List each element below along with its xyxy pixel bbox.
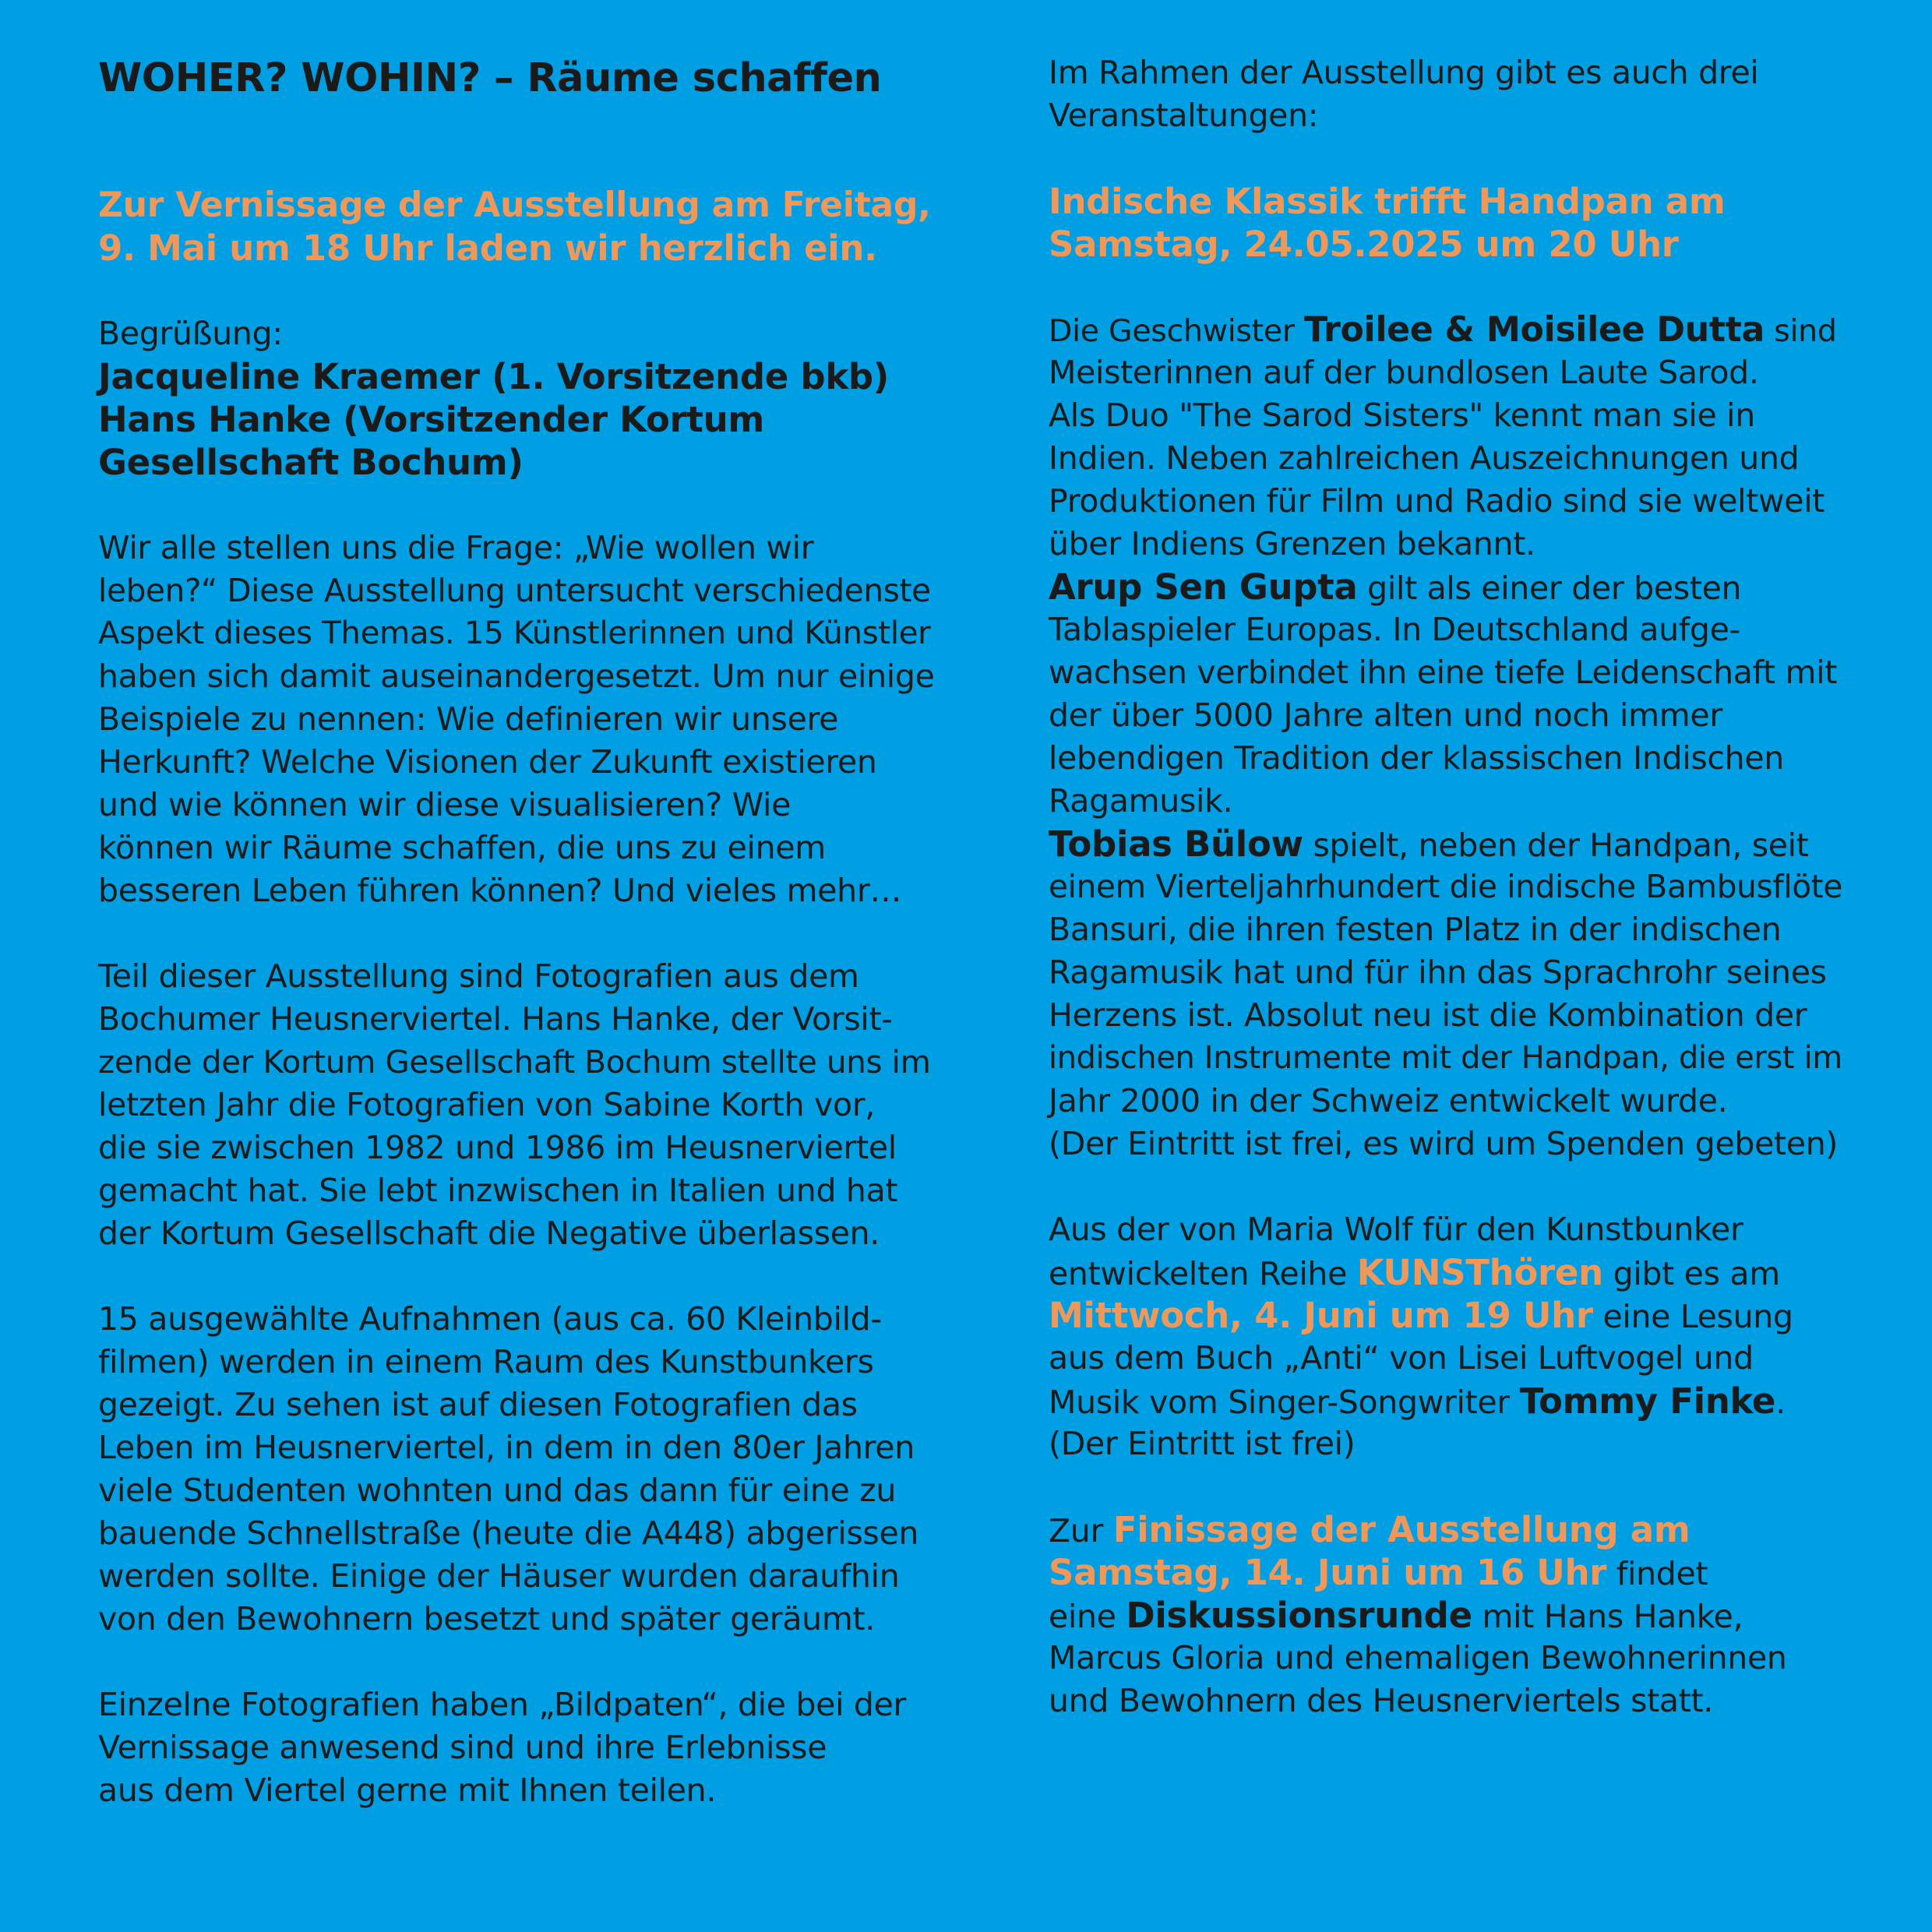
text-line: Vernissage anwesend sind und ihre Erlebnisse xyxy=(98,1729,827,1766)
text-line: filmen) werden in einem Raum des Kunstbunkers xyxy=(98,1343,874,1380)
text-line xyxy=(1049,308,1851,351)
sponsors-paragraph xyxy=(98,1683,940,1812)
right-column xyxy=(1049,51,1851,1722)
text-segment: Musik vom Singer-Songwriter xyxy=(1049,1384,1520,1421)
event-title: Finissage der Ausstellung am xyxy=(1112,1509,1690,1550)
event-date: Mittwoch, 4. Juni um 19 Uhr xyxy=(1049,1295,1593,1336)
text-line: Indien. Neben zahlreichen Auszeichnungen und xyxy=(1049,439,1800,477)
performer-name: Tobias Bülow xyxy=(1049,823,1303,865)
text-line: werden sollte. Einige der Häuser wurden daraufhin xyxy=(98,1557,900,1595)
text-line: Teil dieser Ausstellung sind Fotografien aus dem xyxy=(98,957,859,995)
vernissage-announcement xyxy=(98,184,940,270)
text-line: Aus der von Maria Wolf für den Kunstbunker xyxy=(1049,1211,1743,1248)
text-line: Ragamusik. xyxy=(1049,782,1233,820)
text-line: (Der Eintritt ist frei, es wird um Spenden gebeten) xyxy=(1049,1125,1839,1162)
events-intro xyxy=(1049,51,1851,137)
text-line: und Bewohnern des Heusnerviertels statt. xyxy=(1049,1682,1714,1719)
text-segment: sind xyxy=(1764,313,1837,349)
event2-description xyxy=(1049,1208,1851,1465)
text-line: der Kortum Gesellschaft die Negative überlassen. xyxy=(98,1215,880,1252)
text-line: lebendigen Tradition der klassischen Indischen xyxy=(1049,739,1784,777)
text-segment: Die Geschwister xyxy=(1049,313,1305,349)
speaker-line: Gesellschaft Bochum) xyxy=(98,442,524,483)
text-line: Einzelne Fotografien haben „Bildpaten“, die bei der xyxy=(98,1686,907,1723)
greeting-label: Begrüßung: xyxy=(98,315,283,352)
text-segment: eine xyxy=(1049,1598,1126,1635)
text-line: haben sich damit auseinandergesetzt. Um nur einige xyxy=(98,658,935,695)
vernissage-line: Zur Vernissage der Ausstellung am Freitag, xyxy=(98,185,931,225)
text-line: über Indiens Grenzen bekannt. xyxy=(1049,525,1535,562)
text-line: besseren Leben führen können? Und vieles mehr… xyxy=(98,872,902,909)
text-segment: gilt als einer der besten xyxy=(1357,569,1742,607)
event-date: Samstag, 14. Juni um 16 Uhr xyxy=(1049,1552,1607,1593)
text-line: einem Vierteljahrhundert die indische Bambusflöte xyxy=(1049,868,1843,905)
text-line: gemacht hat. Sie lebt inzwischen in Italien und hat xyxy=(98,1172,898,1209)
text-line xyxy=(1049,1294,1851,1337)
text-line: Jahr 2000 in der Schweiz entwickelt wurde. xyxy=(1049,1082,1728,1119)
series-name: KUNSThören xyxy=(1356,1252,1603,1293)
text-line xyxy=(1049,823,1851,866)
text-line: bauende Schnellstraße (heute die A448) abgerissen xyxy=(98,1514,919,1552)
performer-name: Arup Sen Gupta xyxy=(1049,566,1358,608)
text-line: Produktionen für Film und Radio sind sie weltweit xyxy=(1049,482,1825,520)
selection-paragraph xyxy=(98,1298,940,1641)
text-segment: . xyxy=(1775,1384,1786,1421)
text-line xyxy=(1049,1380,1851,1423)
text-line xyxy=(1049,1508,1851,1551)
text-line: von den Bewohnern besetzt und später geräumt. xyxy=(98,1600,875,1638)
text-segment: gibt es am xyxy=(1602,1255,1780,1292)
text-line: aus dem Buch „Anti“ von Lisei Luftvogel und xyxy=(1049,1339,1754,1377)
text-segment: findet xyxy=(1606,1555,1708,1592)
text-line: Als Duo "The Sarod Sisters" kennt man sie in xyxy=(1049,397,1755,434)
text-line: Wir alle stellen uns die Frage: „Wie wollen wir xyxy=(98,529,814,566)
text-line: Tablaspieler Europas. In Deutschland aufge- xyxy=(1049,611,1741,648)
event-heading-line: Samstag, 24.05.2025 um 20 Uhr xyxy=(1049,224,1679,265)
text-line: aus dem Viertel gerne mit Ihnen teilen. xyxy=(98,1772,717,1809)
performer-name: Tommy Finke xyxy=(1519,1380,1776,1422)
speaker-line: Hans Hanke (Vorsitzender Kortum xyxy=(98,399,764,440)
text-line xyxy=(1049,1251,1851,1294)
text-line: Veranstaltungen: xyxy=(1049,97,1319,134)
text-line xyxy=(1049,566,1851,608)
text-line: und wie können wir diese visualisieren? Wie xyxy=(98,786,791,823)
event1-heading xyxy=(1049,180,1851,266)
text-segment: entwickelten Reihe xyxy=(1049,1255,1357,1292)
event1-description xyxy=(1049,308,1851,1165)
discussion-label: Diskussionsrunde xyxy=(1126,1595,1472,1636)
left-column xyxy=(98,51,940,1812)
text-line: zende der Kortum Gesellschaft Bochum stellte uns im xyxy=(98,1044,931,1081)
text-line: Herkunft? Welche Visionen der Zukunft existieren xyxy=(98,743,877,781)
text-line: wachsen verbindet ihn eine tiefe Leidenschaft mit xyxy=(1049,654,1838,691)
text-line: (Der Eintritt ist frei) xyxy=(1049,1425,1356,1462)
text-line: gezeigt. Zu sehen ist auf diesen Fotografien das xyxy=(98,1386,858,1423)
text-line: Aspekt dieses Themas. 15 Künstlerinnen und Künstler xyxy=(98,615,931,651)
text-line xyxy=(1049,1551,1851,1594)
text-line: die sie zwischen 1982 und 1986 im Heusnerviertel xyxy=(98,1129,897,1166)
text-segment: spielt, neben der Handpan, seit xyxy=(1303,827,1809,864)
text-line: 15 ausgewählte Aufnahmen (aus ca. 60 Kleinbild- xyxy=(98,1300,882,1338)
text-segment: mit Hans Hanke, xyxy=(1472,1598,1743,1635)
text-line: indischen Instrumente mit der Handpan, die erst im xyxy=(1049,1040,1842,1076)
text-line: Bochumer Heusnerviertel. Hans Hanke, der Vorsit- xyxy=(98,1000,893,1038)
text-line: Herzens ist. Absolut neu ist die Kombination der xyxy=(1049,996,1807,1034)
intro-paragraph xyxy=(98,527,940,912)
text-line: Im Rahmen der Ausstellung gibt es auch drei xyxy=(1049,54,1759,91)
event-heading-line: Indische Klassik trifft Handpan am xyxy=(1049,181,1726,222)
performer-name: Troilee & Moisilee Dutta xyxy=(1304,310,1765,350)
text-line: Leben im Heusnerviertel, in dem in den 80er Jahren xyxy=(98,1429,915,1466)
speakers xyxy=(98,355,940,484)
text-line: leben?“ Diese Ausstellung untersucht verschiedenste xyxy=(98,572,931,609)
text-line: Bansuri, die ihren festen Platz in der indischen xyxy=(1049,911,1782,948)
text-line: Beispiele zu nennen: Wie definieren wir unsere xyxy=(98,700,839,738)
text-line: können wir Räume schaffen, die uns zu einem xyxy=(98,829,826,866)
event3-description xyxy=(1049,1508,1851,1722)
text-segment: Zur xyxy=(1049,1512,1113,1549)
text-line: viele Studenten wohnten und das dann für eine zu xyxy=(98,1472,897,1509)
vernissage-line: 9. Mai um 18 Uhr laden wir herzlich ein. xyxy=(98,227,877,269)
page-title: WOHER? WOHIN? – Räume schaffen xyxy=(98,55,882,101)
text-line: Ragamusik hat und für ihn das Sprachrohr seines xyxy=(1049,954,1827,991)
speaker-line: Jacqueline Kraemer (1. Vorsitzende bkb) xyxy=(98,356,890,397)
text-segment: eine Lesung xyxy=(1592,1298,1793,1335)
text-line: Meisterinnen auf der bundlosen Laute Sarod. xyxy=(1049,354,1759,391)
text-line xyxy=(1049,1594,1851,1637)
text-line: der über 5000 Jahre alten und noch immer xyxy=(1049,696,1722,734)
text-line: Marcus Gloria und ehemaligen Bewohnerinnen xyxy=(1049,1639,1787,1676)
photography-paragraph xyxy=(98,955,940,1255)
text-line: letzten Jahr die Fotografien von Sabine Korth vor, xyxy=(98,1086,876,1123)
